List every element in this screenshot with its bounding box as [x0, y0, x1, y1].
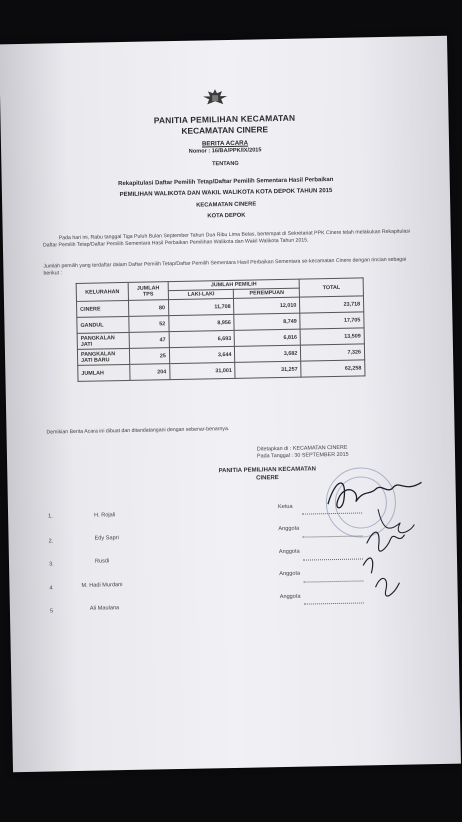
member-role: Anggota: [278, 548, 300, 556]
subject-line2: PEMILIHAN WALIKOTA DAN WAKIL WALIKOTA KOTA DEPOK TAHUN 2015: [119, 187, 333, 199]
member-role: Anggota: [278, 525, 300, 533]
kota-label: KOTA DEPOK: [207, 212, 246, 220]
document-number: Nomor : 16/BA/PPK/IX/2015: [188, 147, 262, 155]
total-name: JUMLAH: [78, 364, 130, 381]
row-total: 13,509: [300, 328, 364, 345]
row-perempuan: 6,816: [235, 329, 301, 346]
doc-title-line2: KECAMATAN CINERE: [181, 124, 269, 136]
row-tps: 80: [128, 300, 168, 317]
ditetapkan-place: Ditetapkan di : KECAMATAN CINERE: [256, 444, 348, 453]
row-perempuan: 3,682: [235, 345, 301, 362]
row-tps: 25: [129, 348, 169, 365]
header-laki: LAKI-LAKI: [168, 289, 234, 299]
total-total: 62,258: [301, 360, 365, 377]
member-name: Edy Sapri: [94, 535, 119, 542]
berita-acara-heading: BERITA ACARA: [201, 139, 249, 148]
header-perempuan: PEREMPUAN: [234, 288, 300, 298]
member-no: 3.: [48, 561, 54, 568]
row-tps: 47: [129, 332, 169, 349]
row-perempuan: 8,749: [234, 313, 300, 330]
closing-paragraph: Demikian Berita Acara ini dibuat dan ditandatangani dengan sebenar-benarnya.: [46, 426, 230, 436]
tentang-label: TENTANG: [212, 160, 239, 168]
rekap-table: [76, 277, 366, 382]
member-role: Ketua: [277, 503, 293, 511]
total-tps: 204: [130, 364, 170, 381]
kecamatan-label: KECAMATAN CINERE: [196, 201, 257, 209]
committee-title-line2: CINERE: [256, 475, 279, 482]
committee-title-line1: PANITIA PEMILIHAN KECAMATAN: [218, 466, 317, 475]
ditetapkan-block: [257, 445, 349, 461]
member-no: 2.: [48, 538, 54, 545]
member-name: Ali Maulana: [89, 605, 120, 612]
document-page: [0, 36, 461, 772]
row-name: PANGKALAN JATI BARU: [77, 348, 129, 365]
row-laki: 3,644: [169, 346, 235, 363]
header-kelurahan: KELURAHAN: [76, 282, 128, 301]
member-role: Anggota: [279, 570, 301, 578]
member-no: 1.: [48, 513, 53, 520]
subject-line1: Rekapitulasi Daftar Pemilih Tetap/Daftar Pemilih Sementara Hasil Perbaikan: [118, 176, 334, 188]
row-total: 17,705: [300, 312, 364, 329]
row-total: 7,326: [301, 344, 365, 361]
member-role: Anggota: [279, 593, 301, 601]
opening-paragraph: Pada hari ini, Rabu tanggal Tiga Puluh Bulan September Tahun Dua Ribu Lima Belas, bertempat di Sekretariat PPK Cinere telah melakukan Rekapitulasi Daftar Pemilih Tetap/Daftar Pemilih Sementara Hasil Perbaikan Pemilihan Walikota dan Wakil Walikota Tahun 2015.: [42, 228, 411, 249]
row-total: 23,718: [300, 296, 364, 313]
header-tps: JUMLAH TPS: [128, 282, 168, 301]
ditetapkan-date: Pada Tanggal : 30 SEPTEMBER 2015: [256, 451, 349, 460]
details-paragraph: Jumlah pemilih yang terdaftar dalam Daftar Pemilih Tetap/Daftar Pemilih Sementara Hasil Perbaikan Sementara se-kecamatan Cinere dengan rincian sebagai berikut :: [43, 256, 407, 277]
row-laki: 6,693: [169, 330, 235, 347]
row-name: CINERE: [77, 300, 129, 317]
row-laki: 11,708: [168, 298, 234, 315]
total-laki: 31,001: [170, 362, 236, 379]
doc-title-line1: PANITIA PEMILIHAN KECAMATAN: [153, 112, 296, 126]
header-jumlah-pemilih: JUMLAH PEMILIH: [168, 279, 300, 291]
member-name: M. Hadi Murdani: [81, 582, 123, 589]
garuda-emblem-icon: [202, 87, 228, 107]
member-no: 5: [49, 608, 54, 615]
row-name: GANDUL: [77, 316, 129, 333]
total-perempuan: 31,257: [235, 361, 301, 378]
member-name: Rusdi: [94, 558, 110, 565]
member-no: 4: [49, 585, 53, 592]
row-tps: 52: [129, 316, 169, 333]
member-name: H. Rojali: [94, 512, 116, 519]
header-total: TOTAL: [299, 278, 363, 297]
row-laki: 8,956: [169, 314, 235, 331]
row-perempuan: 12,010: [234, 297, 300, 314]
row-name: PANGKALAN JATI: [77, 332, 129, 349]
handwritten-signatures: [317, 468, 430, 610]
